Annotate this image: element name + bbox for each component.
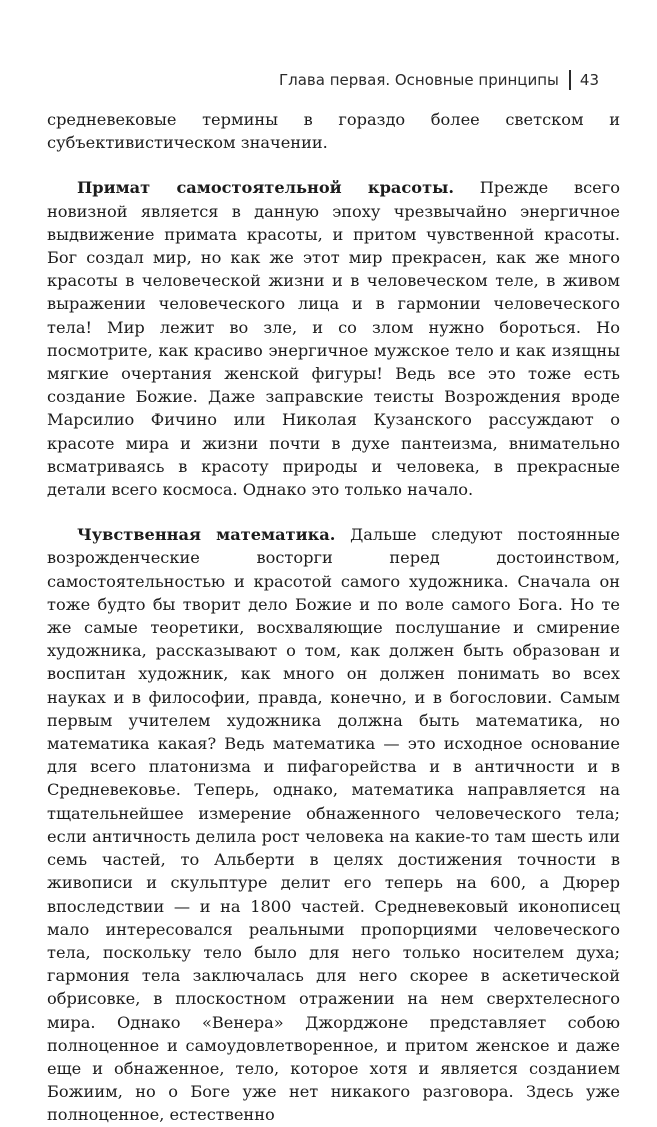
paragraph-text: Дальше следуют постоянные возрожденческие восторги перед достоинством, самостоятельностью и красотой самого художника. Сначала он тоже будто бы творит дело Божие и по воле самого Бога. Но те же самые теоретики, восхваляющие послушание и смирение художника, рассказывают о том, как должен быть образован и воспитан художник, как много он должен понимать во всех науках и в философии, правда, конечно, и в богословии. Самым первым учителем художника должна быть математика, но математика какая? Ведь математика — это исходное основание для всего платонизма и пифагорейства и в античности и в Средневековье. Теперь, однако, математика направляется на тщательнейшее измерение обнаженного человеческого тела; если античность делила рост человека на какие-то там шесть или семь частей, то Альберти в целях достижения точности в живописи и скульптуре делит его теперь на 600, а Дюрер впоследствии — и на 1800 частей. Средневековый иконописец мало интересовался реальными пропорциями человеческого тела, поскольку тело было для него только носителем духа; гармония тела заключалась для него скорее в аскетической обрисовке, в плоскостном отражении на нем сверхтелесного мира. Однако «Венера» Джорджоне представляет собою полноценное и самоудовлетворенное, и притом женское и даже еще и обнаженное, тело, которое хотя и является созданием Божиим, но о Боге уже нет никакого разговора. Здесь уже полноценное, естественно <box>47 525 620 1125</box>
paragraph-text: Прежде всего новизной является в данную эпоху чрезвычайно энергичное выдвижение примата красоты, и притом чувственной красоты. Бог создал мир, но как же этот мир прекрасен, как же много красоты в человеческой жизни и в человеческом теле, в живом выражении человеческого лица и в гармонии человеческого тела! Мир лежит во зле, и со злом нужно бороться. Но посмотрите, как красиво энергичное мужское тело и как изящны мягкие очертания женской фигуры! Ведь все это тоже есть создание Божие. Даже заправские теисты Возрождения вроде Марсилио Фичино или Николая Кузанского рассуждают о красоте мира и жизни почти в духе пантеизма, внимательно всматриваясь в красоту природы и человека, в прекрасные детали всего космоса. Однако это только начало. <box>47 178 620 500</box>
section-heading-beauty: Примат самостоятельной красоты. <box>77 178 454 198</box>
running-header <box>279 70 599 90</box>
chapter-title: Глава первая. Основные принципы <box>279 71 559 89</box>
paragraph-text: средневековые термины в гораздо более светском и субъективистическом значении. <box>47 110 620 153</box>
header-separator <box>569 70 571 90</box>
paragraph-mathematics <box>47 523 620 1126</box>
paragraph-beauty <box>47 176 620 501</box>
section-heading-mathematics: Чувственная математика. <box>77 525 336 545</box>
page-number: 43 <box>579 71 599 89</box>
body-text <box>47 108 620 1127</box>
paragraph-continuation <box>47 108 620 154</box>
